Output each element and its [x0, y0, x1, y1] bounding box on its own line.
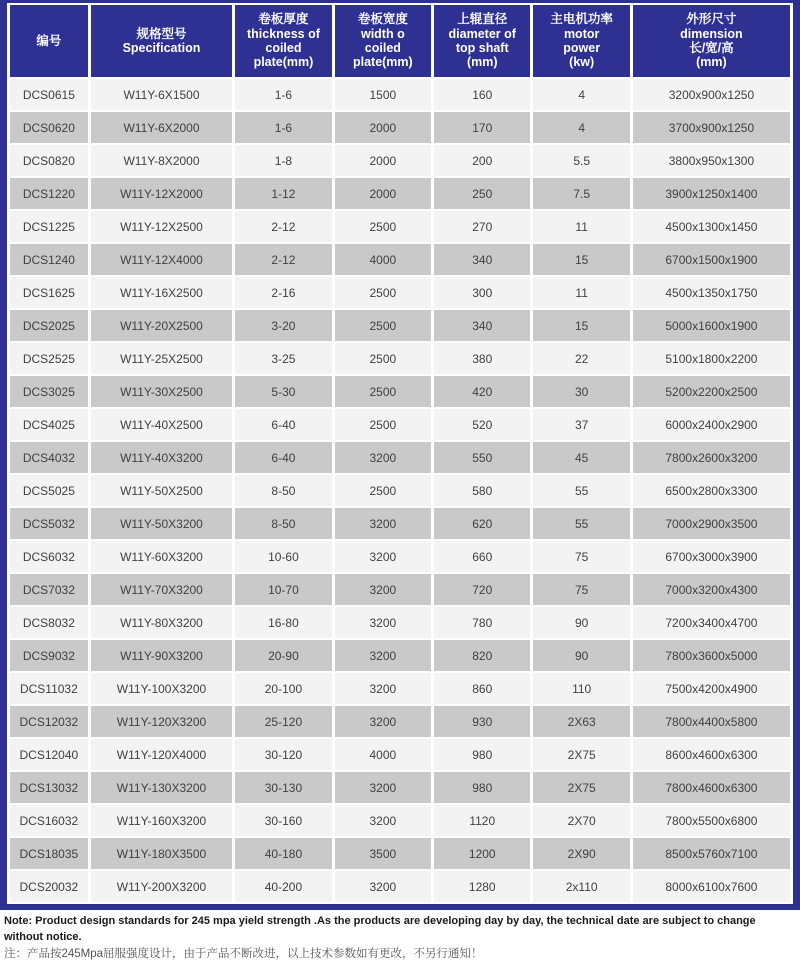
cell-thickness: 3-20 [235, 310, 331, 341]
cell-spec: W11Y-12X4000 [91, 244, 233, 275]
table-row [10, 574, 790, 605]
cell-dimension: 7200x3400x4700 [633, 607, 790, 638]
cell-power: 75 [533, 541, 629, 572]
cell-dimension: 6000x2400x2900 [633, 409, 790, 440]
table-row [10, 343, 790, 374]
cell-diameter: 720 [434, 574, 530, 605]
column-header-diameter [434, 5, 530, 77]
cell-width: 2500 [335, 277, 431, 308]
cell-dimension: 6700x3000x3900 [633, 541, 790, 572]
table-row [10, 838, 790, 869]
cell-thickness: 30-120 [235, 739, 331, 770]
cell-spec: W11Y-120X3200 [91, 706, 233, 737]
table-row [10, 640, 790, 671]
cell-dimension: 5100x1800x2200 [633, 343, 790, 374]
cell-code: DCS4032 [10, 442, 88, 473]
cell-diameter: 580 [434, 475, 530, 506]
cell-spec: W11Y-200X3200 [91, 871, 233, 902]
table-row [10, 739, 790, 770]
cell-code: DCS12032 [10, 706, 88, 737]
column-header-spec [91, 5, 233, 77]
column-header-line: top shaft [455, 41, 509, 55]
cell-code: DCS1225 [10, 211, 88, 242]
cell-dimension: 4500x1300x1450 [633, 211, 790, 242]
cell-diameter: 520 [434, 409, 530, 440]
cell-diameter: 1280 [434, 871, 530, 902]
cell-thickness: 3-25 [235, 343, 331, 374]
cell-code: DCS18035 [10, 838, 88, 869]
column-header-line: coiled [364, 41, 401, 55]
cell-dimension: 3900x1250x1400 [633, 178, 790, 209]
table-row [10, 310, 790, 341]
cell-width: 4000 [335, 244, 431, 275]
cell-dimension: 8500x5760x7100 [633, 838, 790, 869]
column-header-line: dimension [680, 26, 743, 41]
column-header-line: diameter of [448, 26, 516, 41]
cell-power: 30 [533, 376, 629, 407]
cell-width: 3200 [335, 640, 431, 671]
cell-spec: W11Y-70X3200 [91, 574, 233, 605]
cell-dimension: 7500x4200x4900 [633, 673, 790, 704]
cell-spec: W11Y-25X2500 [91, 343, 233, 374]
cell-dimension: 3200x900x1250 [633, 79, 790, 110]
cell-code: DCS0620 [10, 112, 88, 143]
table-row [10, 376, 790, 407]
cell-dimension: 5000x1600x1900 [633, 310, 790, 341]
cell-code: DCS3025 [10, 376, 88, 407]
cell-dimension: 4500x1350x1750 [633, 277, 790, 308]
column-header-power [533, 5, 629, 77]
cell-diameter: 300 [434, 277, 530, 308]
cell-diameter: 1120 [434, 805, 530, 836]
cell-code: DCS1625 [10, 277, 88, 308]
cell-thickness: 40-180 [235, 838, 331, 869]
cell-code: DCS2525 [10, 343, 88, 374]
cell-spec: W11Y-80X3200 [91, 607, 233, 638]
cell-diameter: 170 [434, 112, 530, 143]
cell-code: DCS4025 [10, 409, 88, 440]
cell-code: DCS0615 [10, 79, 88, 110]
cell-diameter: 340 [434, 310, 530, 341]
cell-power: 7.5 [533, 178, 629, 209]
cell-dimension: 8000x6100x7600 [633, 871, 790, 902]
table-row [10, 442, 790, 473]
cell-dimension: 7800x5500x6800 [633, 805, 790, 836]
cell-dimension: 7800x4600x6300 [633, 772, 790, 803]
column-header-dimension [633, 5, 790, 77]
cell-thickness: 2-16 [235, 277, 331, 308]
column-header-line: coiled [265, 41, 302, 55]
cell-diameter: 200 [434, 145, 530, 176]
cell-spec: W11Y-50X3200 [91, 508, 233, 539]
table-row [10, 145, 790, 176]
cell-power: 15 [533, 244, 629, 275]
cell-spec: W11Y-130X3200 [91, 772, 233, 803]
column-header-line: (mm) [466, 55, 498, 70]
cell-thickness: 30-160 [235, 805, 331, 836]
cell-power: 5.5 [533, 145, 629, 176]
table-row [10, 706, 790, 737]
cell-power: 55 [533, 475, 629, 506]
cell-dimension: 3700x900x1250 [633, 112, 790, 143]
table-row [10, 211, 790, 242]
cell-dimension: 5200x2200x2500 [633, 376, 790, 407]
column-header-line: motor [563, 26, 600, 41]
cell-code: DCS13032 [10, 772, 88, 803]
spec-table [7, 3, 793, 904]
column-header-line: 卷板宽度 [357, 12, 408, 27]
cell-width: 4000 [335, 739, 431, 770]
note-english: Note: Product design standards for 245 mpa yield strength .As the products are developing day by day, the technical date are subject to change without notice. [4, 915, 756, 943]
cell-width: 2500 [335, 343, 431, 374]
cell-thickness: 8-50 [235, 508, 331, 539]
cell-power: 11 [533, 211, 629, 242]
cell-spec: W11Y-6X1500 [91, 79, 233, 110]
cell-power: 90 [533, 607, 629, 638]
column-header-line: 卷板厚度 [258, 12, 309, 27]
cell-thickness: 1-12 [235, 178, 331, 209]
cell-diameter: 980 [434, 739, 530, 770]
cell-thickness: 20-100 [235, 673, 331, 704]
header-row [10, 5, 790, 77]
cell-dimension: 3800x950x1300 [633, 145, 790, 176]
column-header-line: 主电机功率 [550, 12, 613, 27]
table-row [10, 508, 790, 539]
column-header-line: thickness of [246, 26, 320, 41]
cell-width: 2500 [335, 475, 431, 506]
cell-thickness: 16-80 [235, 607, 331, 638]
cell-thickness: 20-90 [235, 640, 331, 671]
cell-dimension: 8600x4600x6300 [633, 739, 790, 770]
cell-spec: W11Y-20X2500 [91, 310, 233, 341]
cell-dimension: 6700x1500x1900 [633, 244, 790, 275]
cell-power: 75 [533, 574, 629, 605]
cell-width: 2000 [335, 178, 431, 209]
column-header-line: 外形尺寸 [686, 12, 737, 27]
cell-width: 3200 [335, 706, 431, 737]
cell-code: DCS1220 [10, 178, 88, 209]
cell-spec: W11Y-60X3200 [91, 541, 233, 572]
cell-spec: W11Y-40X3200 [91, 442, 233, 473]
cell-power: 2X63 [533, 706, 629, 737]
cell-code: DCS9032 [10, 640, 88, 671]
cell-code: DCS5025 [10, 475, 88, 506]
cell-code: DCS1240 [10, 244, 88, 275]
table-row [10, 112, 790, 143]
cell-width: 3200 [335, 805, 431, 836]
cell-dimension: 7000x3200x4300 [633, 574, 790, 605]
cell-spec: W11Y-12X2000 [91, 178, 233, 209]
cell-spec: W11Y-50X2500 [91, 475, 233, 506]
cell-width: 2500 [335, 310, 431, 341]
table-row [10, 772, 790, 803]
cell-spec: W11Y-16X2500 [91, 277, 233, 308]
column-header-line: plate(mm) [253, 55, 314, 70]
cell-diameter: 660 [434, 541, 530, 572]
table-row [10, 79, 790, 110]
table-row [10, 541, 790, 572]
footer-notes [0, 910, 800, 963]
cell-power: 4 [533, 112, 629, 143]
table-row [10, 178, 790, 209]
cell-width: 3200 [335, 871, 431, 902]
spec-table-body [10, 79, 790, 902]
cell-spec: W11Y-40X2500 [91, 409, 233, 440]
cell-width: 3200 [335, 772, 431, 803]
cell-thickness: 1-6 [235, 79, 331, 110]
column-header-line: (mm) [696, 55, 727, 70]
cell-power: 15 [533, 310, 629, 341]
cell-thickness: 2-12 [235, 244, 331, 275]
cell-diameter: 380 [434, 343, 530, 374]
cell-diameter: 1200 [434, 838, 530, 869]
cell-thickness: 2-12 [235, 211, 331, 242]
cell-width: 3200 [335, 508, 431, 539]
cell-spec: W11Y-90X3200 [91, 640, 233, 671]
cell-spec: W11Y-180X3500 [91, 838, 233, 869]
cell-width: 3200 [335, 442, 431, 473]
column-header-line: 规格型号 [136, 26, 187, 41]
column-header-line: width o [360, 26, 405, 41]
cell-power: 45 [533, 442, 629, 473]
cell-width: 1500 [335, 79, 431, 110]
cell-code: DCS6032 [10, 541, 88, 572]
column-header-code [10, 5, 88, 77]
cell-power: 2X90 [533, 838, 629, 869]
cell-diameter: 860 [434, 673, 530, 704]
table-row [10, 805, 790, 836]
column-header-line: plate(mm) [352, 55, 413, 70]
note-chinese: 注：产品按245Mpa屈服强度设计，由于产品不断改进，以上技术参数如有更改，不另行通知！ [4, 947, 483, 960]
cell-dimension: 7800x4400x5800 [633, 706, 790, 737]
table-row [10, 871, 790, 902]
table-row [10, 673, 790, 704]
cell-power: 2X75 [533, 772, 629, 803]
cell-thickness: 25-120 [235, 706, 331, 737]
cell-diameter: 620 [434, 508, 530, 539]
cell-width: 3200 [335, 541, 431, 572]
cell-diameter: 930 [434, 706, 530, 737]
cell-width: 3200 [335, 673, 431, 704]
cell-code: DCS11032 [10, 673, 88, 704]
cell-dimension: 6500x2800x3300 [633, 475, 790, 506]
cell-width: 3200 [335, 574, 431, 605]
cell-thickness: 10-70 [235, 574, 331, 605]
cell-power: 90 [533, 640, 629, 671]
table-row [10, 475, 790, 506]
cell-code: DCS20032 [10, 871, 88, 902]
cell-power: 2X70 [533, 805, 629, 836]
cell-thickness: 6-40 [235, 442, 331, 473]
cell-spec: W11Y-160X3200 [91, 805, 233, 836]
column-header-line: 上辊直径 [457, 12, 508, 27]
cell-thickness: 10-60 [235, 541, 331, 572]
cell-code: DCS5032 [10, 508, 88, 539]
column-header-line: (kw) [569, 55, 595, 70]
cell-power: 22 [533, 343, 629, 374]
column-header-thickness [235, 5, 331, 77]
cell-spec: W11Y-12X2500 [91, 211, 233, 242]
cell-width: 2000 [335, 112, 431, 143]
cell-code: DCS12040 [10, 739, 88, 770]
cell-code: DCS8032 [10, 607, 88, 638]
cell-thickness: 1-6 [235, 112, 331, 143]
cell-spec: W11Y-6X2000 [91, 112, 233, 143]
cell-thickness: 5-30 [235, 376, 331, 407]
cell-power: 4 [533, 79, 629, 110]
cell-diameter: 980 [434, 772, 530, 803]
table-row [10, 409, 790, 440]
cell-width: 2500 [335, 409, 431, 440]
cell-power: 37 [533, 409, 629, 440]
cell-dimension: 7800x3600x5000 [633, 640, 790, 671]
cell-width: 3200 [335, 607, 431, 638]
cell-dimension: 7800x2600x3200 [633, 442, 790, 473]
column-header-line: Specification [122, 41, 201, 55]
cell-diameter: 550 [434, 442, 530, 473]
cell-code: DCS0820 [10, 145, 88, 176]
cell-power: 11 [533, 277, 629, 308]
cell-power: 55 [533, 508, 629, 539]
cell-thickness: 6-40 [235, 409, 331, 440]
cell-code: DCS16032 [10, 805, 88, 836]
cell-code: DCS7032 [10, 574, 88, 605]
cell-width: 2000 [335, 145, 431, 176]
column-header-line: 长/宽/高 [689, 41, 734, 55]
cell-diameter: 340 [434, 244, 530, 275]
table-row [10, 277, 790, 308]
column-header-width [335, 5, 431, 77]
cell-dimension: 7000x2900x3500 [633, 508, 790, 539]
cell-width: 2500 [335, 376, 431, 407]
cell-spec: W11Y-120X4000 [91, 739, 233, 770]
cell-thickness: 1-8 [235, 145, 331, 176]
cell-thickness: 30-130 [235, 772, 331, 803]
cell-thickness: 8-50 [235, 475, 331, 506]
cell-spec: W11Y-8X2000 [91, 145, 233, 176]
cell-code: DCS2025 [10, 310, 88, 341]
cell-power: 2x110 [533, 871, 629, 902]
table-row [10, 607, 790, 638]
cell-diameter: 250 [434, 178, 530, 209]
cell-width: 2500 [335, 211, 431, 242]
cell-diameter: 270 [434, 211, 530, 242]
cell-power: 2X75 [533, 739, 629, 770]
cell-diameter: 820 [434, 640, 530, 671]
cell-diameter: 780 [434, 607, 530, 638]
cell-spec: W11Y-100X3200 [91, 673, 233, 704]
cell-thickness: 40-200 [235, 871, 331, 902]
cell-width: 3500 [335, 838, 431, 869]
cell-diameter: 160 [434, 79, 530, 110]
column-header-line: 编号 [36, 33, 62, 48]
column-header-line: power [563, 41, 601, 55]
cell-spec: W11Y-30X2500 [91, 376, 233, 407]
cell-diameter: 420 [434, 376, 530, 407]
table-row [10, 244, 790, 275]
cell-power: 110 [533, 673, 629, 704]
